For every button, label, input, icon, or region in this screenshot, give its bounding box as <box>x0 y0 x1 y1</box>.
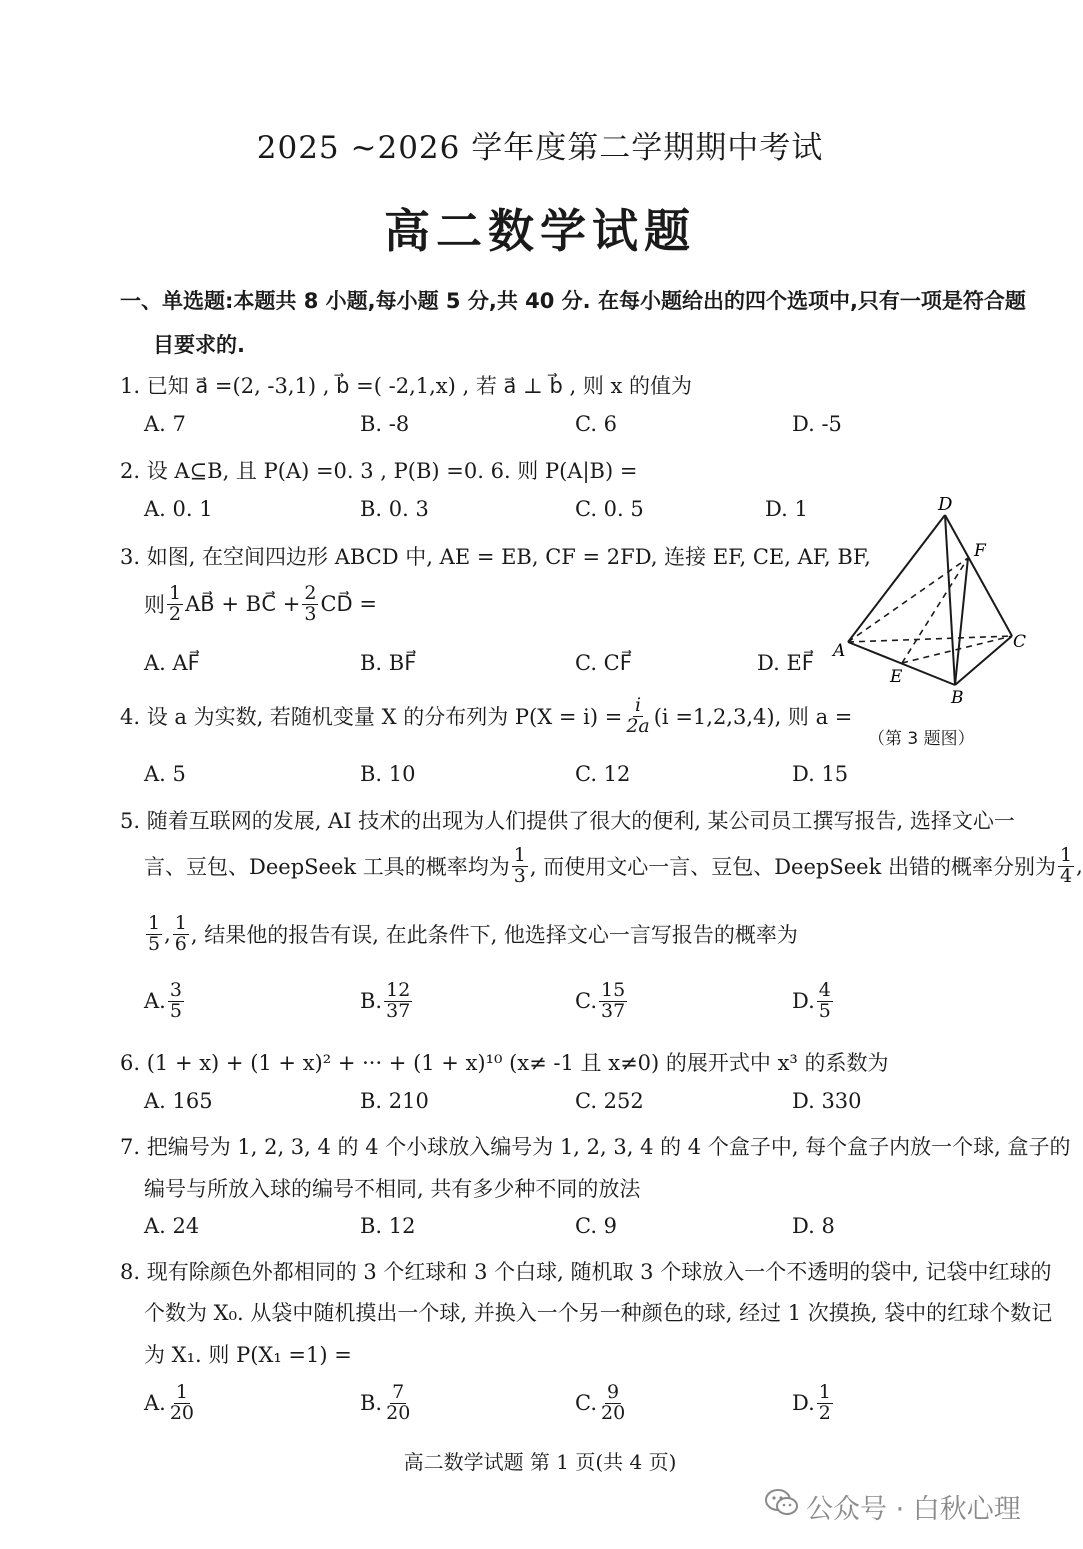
wechat-icon <box>764 1487 800 1519</box>
label-a: A <box>833 641 846 661</box>
q5-option-a: A. $\frac{3}{5}$ <box>144 979 182 1022</box>
q7-option-b: B. 12 <box>360 1214 416 1238</box>
q5-option-c: C. $\frac{15}{37}$ <box>575 979 626 1022</box>
q8-option-d: D. $\frac{1}{2}$ <box>792 1381 831 1424</box>
q1-option-d: D. -5 <box>792 412 842 436</box>
question-5-line2: 言、豆包、DeepSeek 工具的概率均为 $\frac{1}{3}$ , 而使用文心一言、豆包、DeepSeek 出错的概率分别为 $\frac{1}{4}$ , <box>144 844 1083 887</box>
tetrahedron-figure <box>820 490 1040 710</box>
label-c: C <box>1013 632 1027 652</box>
question-1: 1. 已知 a⃗ =(2, -3,1) , b⃗ =( -2,1,x) , 若 a⃗ ⊥ b⃗ , 则 x 的值为 <box>120 374 693 398</box>
q8-option-b: B. $\frac{7}{20}$ <box>360 1381 411 1424</box>
fraction: $\frac{i}{2a}$ <box>626 694 650 737</box>
q3-option-c: C. CF⃗ <box>575 651 632 675</box>
question-3: 3. 如图, 在空间四边形 ABCD 中, AE = EB, CF = 2FD, 连接 EF, CE, AF, BF, <box>120 545 871 569</box>
q3-option-b: B. BF⃗ <box>360 651 417 675</box>
label-f: F <box>974 541 986 561</box>
q6-option-b: B. 210 <box>360 1089 429 1113</box>
q2-option-d: D. 1 <box>765 497 808 521</box>
q5-option-d: D. $\frac{4}{5}$ <box>792 979 831 1022</box>
q7-option-a: A. 24 <box>144 1214 200 1238</box>
label-d: D <box>938 494 953 515</box>
q3-option-d: D. EF⃗ <box>757 651 814 675</box>
question-6: 6. (1 + x) + (1 + x)² + ··· + (1 + x)¹⁰ (x≠ -1 且 x≠0) 的展开式中 x³ 的系数为 <box>120 1051 889 1075</box>
figure-caption: （第 3 题图） <box>868 729 975 749</box>
q1-option-c: C. 6 <box>575 412 618 436</box>
question-2: 2. 设 A⊆B, 且 P(A) =0. 3 , P(B) =0. 6. 则 P(A|B) = <box>120 459 638 483</box>
q7-option-d: D. 8 <box>792 1214 835 1238</box>
fraction: $\frac{1}{3}$ <box>513 844 526 887</box>
q7-option-c: C. 9 <box>575 1214 618 1238</box>
q2-option-a: A. 0. 1 <box>144 497 213 521</box>
edge-db <box>945 515 955 685</box>
q4-option-c: C. 12 <box>575 762 631 786</box>
edge-dc <box>945 515 1012 636</box>
label-e: E <box>890 667 903 687</box>
fraction: $\frac{1}{2}$ <box>169 582 182 625</box>
question-7-line2: 编号与所放入球的编号不相同, 共有多少种不同的放法 <box>144 1177 641 1201</box>
watermark-text: 公众号 · 白秋心理 <box>806 1494 1021 1525</box>
subject-title: 高二数学试题 <box>384 204 696 258</box>
q8-option-c: C. $\frac{9}{20}$ <box>575 1381 626 1424</box>
edge-bc <box>955 636 1012 685</box>
fraction: $\frac{1}{4}$ <box>1060 844 1073 887</box>
q4-option-d: D. 15 <box>792 762 849 786</box>
q6-option-a: A. 165 <box>144 1089 213 1113</box>
q5-option-b: B. $\frac{12}{37}$ <box>360 979 411 1022</box>
q2-option-b: B. 0. 3 <box>360 497 429 521</box>
q2-option-c: C. 0. 5 <box>575 497 644 521</box>
fraction: $\frac{2}{3}$ <box>304 582 317 625</box>
page-footer: 高二数学试题 第 1 页(共 4 页) <box>403 1450 677 1474</box>
section-heading: 一、单选题:本题共 8 小题,每小题 5 分,共 40 分. 在每小题给出的四个选项中,只有一项是符合题 <box>120 289 1026 313</box>
edge-ac <box>848 636 1012 642</box>
fraction: $\frac{1}{6}$ <box>174 912 187 955</box>
q4-option-b: B. 10 <box>360 762 416 786</box>
section-heading-cont: 目要求的. <box>153 333 245 357</box>
q3-option-a: A. AF⃗ <box>144 651 200 675</box>
question-7: 7. 把编号为 1, 2, 3, 4 的 4 个小球放入编号为 1, 2, 3, 4 的 4 个盒子中, 每个盒子内放一个球, 盒子的 <box>120 1135 1071 1159</box>
question-8-line2: 个数为 X₀. 从袋中随机摸出一个球, 并换入一个另一种颜色的球, 经过 1 次摸换, 袋中的红球个数记 <box>144 1301 1053 1325</box>
q6-option-c: C. 252 <box>575 1089 644 1113</box>
question-8-line3: 为 X₁. 则 P(X₁ =1) = <box>144 1343 352 1367</box>
exam-title: 2025 ~2026 学年度第二学期期中考试 <box>256 130 824 166</box>
question-8: 8. 现有除颜色外都相同的 3 个红球和 3 个白球, 随机取 3 个球放入一个不透明的袋中, 记袋中红球的 <box>120 1260 1052 1284</box>
edge-da <box>848 515 945 642</box>
question-4: 4. 设 a 为实数, 若随机变量 X 的分布列为 P(X = i) = $\frac{i}{2a}$ (i =1,2,3,4), 则 a = <box>120 694 853 737</box>
question-5-line3: $\frac{1}{5}$ , $\frac{1}{6}$ , 结果他的报告有误, 在此条件下, 他选择文心一言写报告的概率为 <box>148 912 798 955</box>
question-3-expression: 则 $\frac{1}{2}$ AB⃗ + BC⃗ + $\frac{2}{3}$ CD⃗ = <box>144 582 377 625</box>
q1-option-b: B. -8 <box>360 412 410 436</box>
q4-option-a: A. 5 <box>144 762 186 786</box>
q8-option-a: A. $\frac{1}{20}$ <box>144 1381 195 1424</box>
q1-option-a: A. 7 <box>144 412 186 436</box>
label-b: B <box>951 688 964 708</box>
q6-option-d: D. 330 <box>792 1089 862 1113</box>
question-5: 5. 随着互联网的发展, AI 技术的出现为人们提供了很大的便利, 某公司员工撰写报告, 选择文心一 <box>120 809 1015 833</box>
fraction: $\frac{1}{5}$ <box>148 912 161 955</box>
